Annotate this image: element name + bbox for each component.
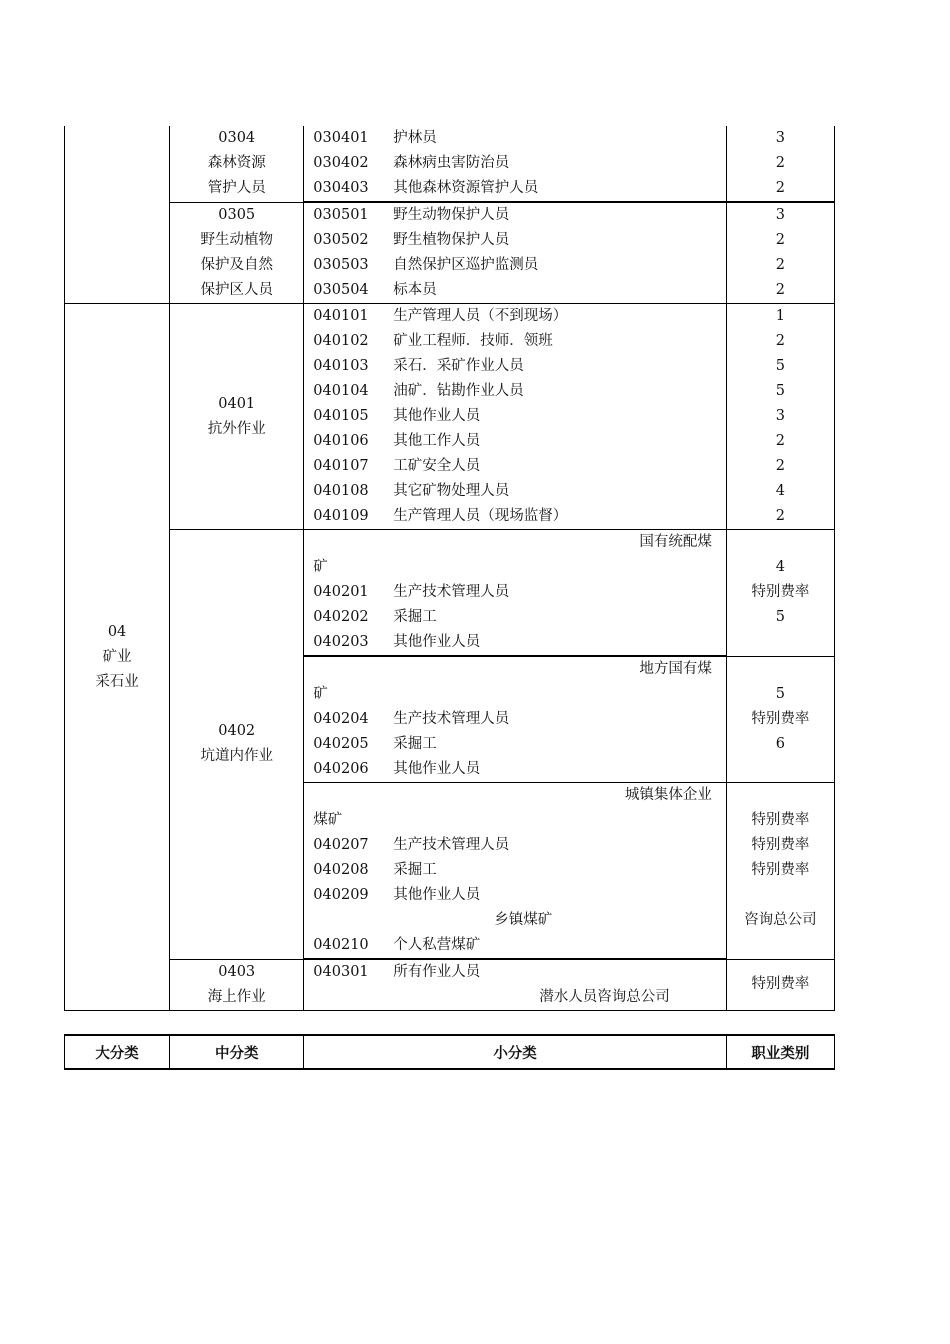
sub-code: 040207 — [313, 837, 369, 853]
sub-name: 所有作业人员 — [393, 964, 481, 980]
group-heading-cont: 矿 — [313, 686, 328, 702]
sub-name: 矿业工程师．技师．领班 — [393, 333, 553, 349]
sub-row — [304, 580, 726, 605]
sub-row — [304, 933, 726, 958]
sub-code: 040202 — [313, 609, 369, 625]
sub-code: 030501 — [313, 207, 369, 223]
category-value: 特别费率 — [751, 837, 810, 854]
category-value: 咨询总公司 — [744, 912, 817, 929]
sub-code: 040106 — [313, 433, 369, 449]
sub-row — [304, 354, 726, 379]
sub-cell-0304 — [304, 126, 727, 202]
category-value: 5 — [775, 609, 786, 626]
category-value: 2 — [775, 433, 786, 449]
sub-name: 生产技术管理人员 — [393, 837, 510, 853]
section-0305 — [65, 202, 835, 304]
group-subheading: 乡镇煤矿 — [494, 912, 553, 928]
sub-row — [304, 858, 726, 883]
sub-row — [304, 404, 726, 429]
sub-name: 其他作业人员 — [393, 408, 481, 424]
sub-row — [304, 379, 726, 404]
category-value: 2 — [775, 155, 786, 171]
sub-name: 其他森林资源管护人员 — [393, 180, 539, 196]
sub-code: 030504 — [313, 282, 369, 298]
sub-code: 040208 — [313, 862, 369, 878]
sub-name: 生产管理人员（不到现场） — [393, 308, 568, 324]
section-0403 — [65, 959, 835, 1011]
category-value: 3 — [775, 207, 786, 223]
major-code: 04 — [107, 623, 127, 640]
group-heading: 国有统配煤 — [639, 534, 712, 550]
sub-code: 040201 — [313, 584, 369, 600]
sub-row — [304, 278, 726, 303]
sub-row — [304, 757, 726, 782]
category-cell-0402-g2 — [726, 656, 834, 783]
sub-name: 采掘工 — [393, 609, 437, 625]
sub-code: 040107 — [313, 458, 369, 474]
mid-cell-0305 — [170, 202, 304, 304]
category-value: 特别费率 — [751, 710, 810, 727]
mid-name: 森林资源 — [207, 155, 266, 172]
mid-cell-0401 — [170, 304, 304, 530]
sub-code: 040101 — [313, 308, 369, 324]
header-occupation-class: 职业类别 — [726, 1035, 834, 1069]
section-0304 — [65, 126, 835, 202]
category-cell-0305 — [726, 202, 834, 304]
sub-name: 野生植物保护人员 — [393, 232, 510, 248]
sub-note: 潜水人员咨询总公司 — [539, 989, 670, 1005]
section-0402-group-1 — [65, 530, 835, 657]
sub-code: 040103 — [313, 358, 369, 374]
sub-cell-0401 — [304, 304, 727, 530]
category-value: 3 — [775, 408, 786, 424]
sub-code: 040205 — [313, 736, 369, 752]
occupation-table — [64, 126, 835, 1011]
sub-row — [304, 176, 726, 201]
sub-code: 040210 — [313, 937, 369, 953]
mid-name: 抗外作业 — [207, 420, 266, 437]
sub-name: 工矿安全人员 — [393, 458, 481, 474]
sub-code: 030403 — [313, 180, 369, 196]
header-sub-category: 小分类 — [304, 1035, 727, 1069]
category-value: 6 — [775, 735, 786, 752]
sub-code: 040108 — [313, 483, 369, 499]
mid-name: 保护及自然 — [200, 256, 273, 273]
sub-row — [304, 732, 726, 757]
mid-cell-0304 — [170, 126, 304, 202]
sub-code: 040105 — [313, 408, 369, 424]
sub-cell-0402-g2 — [304, 656, 727, 783]
sub-code: 040301 — [313, 964, 369, 980]
sub-code: 040209 — [313, 887, 369, 903]
sub-row — [304, 960, 726, 985]
sub-cell-0402-g3 — [304, 783, 727, 960]
sub-row — [304, 253, 726, 278]
sub-name: 生产技术管理人员 — [393, 584, 510, 600]
sub-name: 自然保护区巡护监测员 — [393, 257, 539, 273]
sub-row — [304, 126, 726, 151]
column-header-row — [65, 1035, 835, 1069]
major-cell-04 — [65, 304, 170, 1011]
mid-code: 0403 — [218, 963, 256, 980]
category-value: 2 — [775, 282, 786, 298]
mid-code: 0401 — [218, 395, 256, 412]
section-0401 — [65, 304, 835, 530]
major-cell-03-continued — [65, 126, 170, 304]
sub-code: 040203 — [313, 634, 369, 650]
category-cell-0403 — [726, 959, 834, 1011]
sub-row — [304, 504, 726, 529]
sub-row — [304, 883, 726, 908]
spacer — [727, 883, 834, 908]
sub-name: 其他作业人员 — [393, 634, 481, 650]
category-value: 特别费率 — [751, 976, 810, 993]
category-value: 2 — [775, 232, 786, 248]
group-heading: 地方国有煤 — [639, 661, 712, 677]
sub-cell-0305 — [304, 202, 727, 304]
category-value: 2 — [775, 257, 786, 273]
sub-row — [304, 228, 726, 253]
group-heading: 城镇集体企业 — [624, 787, 712, 803]
header-mid-category: 中分类 — [170, 1035, 304, 1069]
mid-name: 海上作业 — [207, 988, 266, 1005]
category-cell-0401 — [726, 304, 834, 530]
sub-name: 生产技术管理人员 — [393, 711, 510, 727]
sub-code: 030402 — [313, 155, 369, 171]
sub-code: 040102 — [313, 333, 369, 349]
category-value: 2 — [775, 508, 786, 524]
group-heading-cont: 矿 — [313, 559, 328, 575]
sub-row — [304, 630, 726, 655]
category-value: 5 — [775, 383, 786, 399]
major-name: 采石业 — [95, 673, 139, 690]
category-value: 4 — [775, 559, 786, 576]
sub-row — [304, 304, 726, 329]
category-value: 特别费率 — [751, 862, 810, 879]
sub-cell-0403 — [304, 959, 727, 1011]
sub-row — [304, 605, 726, 630]
sub-code: 030401 — [313, 130, 369, 146]
mid-code: 0305 — [218, 206, 256, 223]
category-value: 5 — [775, 685, 786, 702]
category-cell-0402-g3 — [726, 783, 834, 960]
sub-name: 其他作业人员 — [393, 887, 481, 903]
sub-name: 其他作业人员 — [393, 761, 481, 777]
sub-name: 野生动物保护人员 — [393, 207, 510, 223]
sub-code: 040204 — [313, 711, 369, 727]
sub-row — [304, 454, 726, 479]
sub-code: 040104 — [313, 383, 369, 399]
mid-code: 0402 — [218, 723, 256, 740]
category-value: 1 — [775, 308, 786, 324]
sub-row — [304, 707, 726, 732]
sub-row — [304, 479, 726, 504]
category-value: 4 — [775, 483, 786, 499]
header-major-category: 大分类 — [65, 1035, 170, 1069]
mid-name: 坑道内作业 — [200, 748, 273, 765]
sub-name: 标本员 — [393, 282, 437, 298]
sub-row — [304, 203, 726, 228]
mid-cell-0402 — [170, 530, 304, 960]
major-name: 矿业 — [102, 648, 132, 665]
sub-name: 采掘工 — [393, 736, 437, 752]
category-value: 3 — [775, 130, 786, 146]
category-value: 特别费率 — [751, 584, 810, 601]
mid-code: 0304 — [218, 130, 256, 147]
sub-name: 其他工作人员 — [393, 433, 481, 449]
category-value: 2 — [775, 180, 786, 196]
sub-code: 030503 — [313, 257, 369, 273]
sub-code: 040109 — [313, 508, 369, 524]
column-header-table — [64, 1034, 835, 1070]
sub-name: 森林病虫害防治员 — [393, 155, 510, 171]
category-value: 2 — [775, 333, 786, 349]
sub-name: 采掘工 — [393, 862, 437, 878]
mid-name: 野生动植物 — [200, 231, 273, 248]
category-cell-0304 — [726, 126, 834, 202]
mid-name: 管护人员 — [207, 180, 266, 197]
category-cell-0402-g1 — [726, 530, 834, 657]
sub-row — [304, 429, 726, 454]
sub-code: 030502 — [313, 232, 369, 248]
sub-cell-0402-g1 — [304, 530, 727, 657]
sub-name: 生产管理人员（现场监督） — [393, 508, 568, 524]
category-value: 特别费率 — [751, 812, 810, 829]
sub-code: 040206 — [313, 761, 369, 777]
mid-name: 保护区人员 — [200, 281, 273, 298]
group-heading-cont: 煤矿 — [313, 812, 343, 828]
sub-name: 护林员 — [393, 130, 437, 146]
sub-name: 个人私营煤矿 — [393, 937, 481, 953]
sub-row — [304, 833, 726, 858]
category-value: 2 — [775, 458, 786, 474]
sub-name: 油矿．钻勘作业人员 — [393, 383, 524, 399]
sub-name: 采石．采矿作业人员 — [393, 358, 524, 374]
sub-row — [304, 329, 726, 354]
sub-name: 其它矿物处理人员 — [393, 483, 510, 499]
mid-cell-0403 — [170, 959, 304, 1011]
sub-row — [304, 151, 726, 176]
category-value: 5 — [775, 358, 786, 374]
